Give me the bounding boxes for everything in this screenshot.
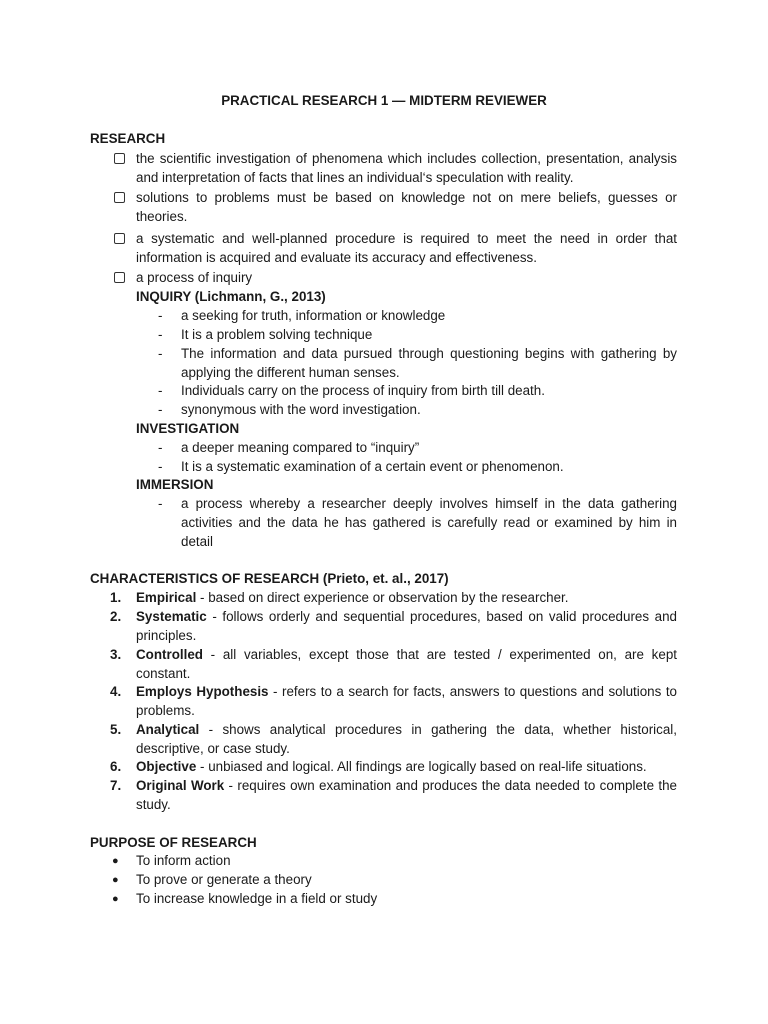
dash-bullet: -	[158, 308, 163, 323]
immersion-heading: IMMERSION	[136, 477, 214, 492]
dash-bullet: -	[158, 459, 163, 474]
dash-bullet: -	[158, 402, 163, 417]
document-page: PRACTICAL RESEARCH 1 — MIDTERM REVIEWER RESEARCH the scientific investigation of phenomena which includes collection, presentation, analysis and interpretation of facts that lines an individual‘s speculation with reality. solutions to problems must be based on knowledge not on mere beliefs, guesses or theories. a systematic and well-planned procedure is required to meet the need in order that information is acquired and evaluate its accuracy and effectiveness. a process of inquiry INQUIRY (Lichmann, G., 2013) - a seeking for truth, information or knowledge - It is a problem solving technique - The information and data pursued through questioning begins with gathering by applying the different human senses. - Individuals carry on the process of inquiry from birth till death. - synonymous with the word investigation. INVESTIGATION - a deeper meaning compared to “inquiry” - It is a systematic examination of a certain event or phenomenon. IMMERSION - a process whereby a researcher deeply involves himself in the data gathering activities and the data he has gathered is carefully read or examined by him in detail CHARACTERISTICS OF RESEARCH (Prieto, et. al., 2017) 1. Empirical - based on direct experience or observation by the researcher. 2. Systematic - follows orderly and sequential procedures, based on valid procedures and principles. 3. Controlled - all variables, except those that are tested / experimented on, are kept constant. 4. Employs Hypothesis - refers to a search for facts, answers to questions and solutions to problems. 5. Analytical - shows analytical procedures in gathering the data, whether historical, descriptive, or case study. 6. Objective - unbiased and logical. All findings are logically based on real-life situations. 7. Original Work - requires own examination and produces the data needed to complete the study. PURPOSE OF RESEARCH ● To inform action ● To prove or generate a theory ● To increase knowledge in a field or study	[0, 0, 768, 1024]
bullet-icon: ●	[112, 855, 119, 867]
dash-bullet: -	[158, 440, 163, 455]
research-heading: RESEARCH	[90, 131, 166, 146]
purpose-heading: PURPOSE OF RESEARCH	[90, 835, 257, 850]
checkbox-icon[interactable]	[114, 233, 125, 244]
bullet-icon: ●	[112, 874, 119, 886]
dash-bullet: -	[158, 496, 163, 511]
dash-bullet: -	[158, 327, 163, 342]
document-title: PRACTICAL RESEARCH 1 — MIDTERM REVIEWER	[221, 93, 547, 108]
checkbox-icon[interactable]	[114, 153, 125, 164]
investigation-heading: INVESTIGATION	[136, 421, 240, 436]
checkbox-icon[interactable]	[114, 192, 125, 203]
dash-bullet: -	[158, 383, 163, 398]
dash-bullet: -	[158, 346, 163, 361]
inquiry-heading: INQUIRY (Lichmann, G., 2013)	[136, 289, 326, 304]
bullet-icon: ●	[112, 893, 119, 905]
characteristics-heading: CHARACTERISTICS OF RESEARCH (Prieto, et. al., 2017)	[90, 571, 449, 586]
checkbox-icon[interactable]	[114, 272, 125, 283]
